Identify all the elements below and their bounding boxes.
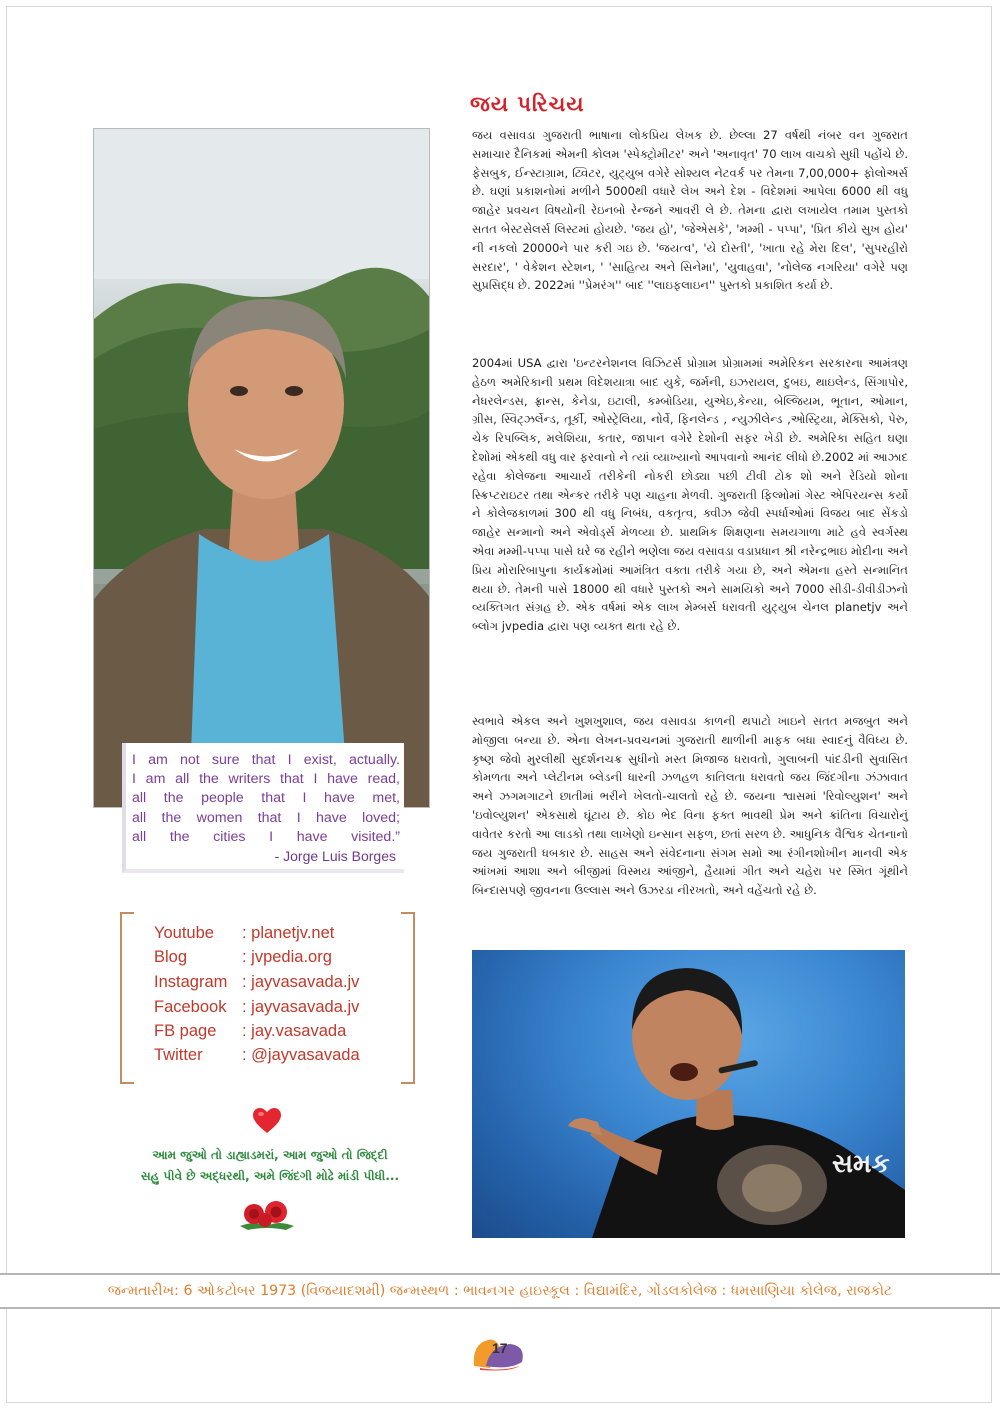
borges-quote — [122, 743, 404, 873]
quote-line: all the people that I have met, — [132, 790, 400, 807]
article-title: જય પરિચય — [470, 92, 585, 116]
link-label: Twitter — [154, 1046, 203, 1064]
page-number-badge — [470, 1336, 530, 1372]
birth-info-footer: જન્મતારીખ: 6 ઓકટોબર 1973 (વિજયાદશમી) જન્મસ્થળ : ભાવનગર હાઇસ્કૂલ : વિદ્યામંદિર, ગોંડલકોલેજ : ધમસાણિયા કોલેજ, રાજકોટ — [0, 1273, 1000, 1309]
link-value: : planetjv.net — [242, 924, 335, 942]
paragraph-intro: જય વસાવડા ગુજરાતી ભાષાના લોકપ્રિય લેખક છે. છેલ્લા 27 વર્ષથી નંબર વન ગુજરાત સમાચાર દૈનિકમાં એમની કોલમ 'સ્પેક્ટ્રોમીટર' અને 'અનાવૃત' 70 લાખ વાચકો સુધી પહોંચે છે. ફેસબુક, ઈન્સ્ટાગ્રામ, ટ્વિટર, યુટ્યુબ વગેરે સોશ્યલ નેટવર્ક પર તેમના 7,00,000+ ફોલોઅર્સ છે. ઘણાં પ્રકાશનોમાં મળીને 5000થી વધારે લેખ અને દેશ - વિદેશમાં આપેલા 6000 થી વધુ જાહેર પ્રવચન વિષયોની રેઇનબો રેન્જને આવરી લે છે. તેમના દ્વારા લખાયેલ તમામ પુસ્તકો સતત બેસ્ટસેલર્સ લિસ્ટમાં હોયછે. 'જય હો', 'જેએસકે', 'મમ્મી - પપ્પા', 'પ્રિત કીયે સુખ હોય' ની નકલો 20000ને પાર કરી ગઇ છે. 'જયત્વ', 'યે દોસ્તી', 'ખાતા રહે મેરા દિલ', 'સુપરહીરો સરદાર', ' વેકેશન સ્ટેશન, ' 'સાહિત્ય અને સિનેમા', 'યુવાહવા', 'નોલેજ નગરિયા' વગેરે પણ સુપ્રસિદ્ધ છે. 2022માં ''પ્રેમરંગ'' બાદ ''લાઇફલાઇન'' પુસ્તકો પ્રકાશિત કર્યા છે. — [472, 128, 908, 293]
link-value: : @jayvasavada — [242, 1046, 360, 1064]
quote-line: I am all the writers that I have read, — [132, 771, 400, 788]
bracket-right — [401, 912, 415, 1084]
link-blog[interactable] — [154, 948, 332, 967]
roses-icon — [236, 1196, 298, 1232]
quote-line: all the women that I have loved; — [132, 809, 400, 826]
link-label: Youtube — [154, 924, 214, 942]
link-label: Facebook — [154, 998, 227, 1016]
link-label: Instagram — [154, 973, 228, 991]
portrait-photo — [93, 128, 430, 808]
link-facebook[interactable] — [154, 998, 359, 1017]
shirt-text: સમક — [832, 1149, 890, 1179]
link-value: : jay.vasavada — [242, 1022, 347, 1040]
heart-icon — [253, 1108, 281, 1134]
quote-author: - Jorge Luis Borges — [274, 848, 396, 865]
paragraph-travel: 2004માં USA દ્વારા 'ઇન્ટરનેશનલ વિઝિટર્સ પ્રોગ્રામ પ્રોગ્રામમાં અમેરિકન સરકારના આમંત્રણ હેઠળ અમેરિકાની પ્રથમ વિદેશયાત્રા બાદ યુકે, જર્મની, ઇઝરાયલ, દુબઇ, થાઇલેન્ડ, સિંગાપોર, નેધરલેન્ડસ, ફ્રાન્સ, કેનેડા, ઇટાલી, કમ્બોડિયા, યુએઇ,કેન્યા, બેલ્જિયમ, ભૂતાન, ઓમાન, ગ્રીસ, સ્વિટ્ઝર્લેન્ડ, તૂર્કી, ઓસ્ટ્રેલિયા, નોર્વે, ફિનલેન્ડ , ન્યુઝીલેન્ડ ,ઓસ્ટ્રિયા, મેક્સિકો, પેરુ, ચેક રિપબ્લિક, મલેશિયા, કતાર, જાપાન વગેરે દેશોની સફર ખેડી છે. અમેરિકા સહિત ઘણા દેશોમાં એકથી વધુ વાર ફરવાનો ને ત્યાં વ્યાખ્યાનો આપવાનો આનંદ લીધો છે.2002 માં આઝાદ રહેવા કોલેજના આચાર્ય તરીકેની નોકરી છોડ્યા પછી ટીવી ટોક શો અને રેડિયો શોના સ્ક્રિપ્ટરાઇટર તથા એન્કર તરીકે પણ ચાહના મેળવી. ગુજરાતી ફિલ્મોમાં ગેસ્ટ એપિરયન્સ કર્યો ને કોલેજકાળમાં 300 થી વધુ નિબંધ, વકતૃત્વ, ક્વીઝ જેવી સ્પર્ધાઓમાં વિજય બાદ સેંકડો જાહેર સન્માનો અને એવોર્ડ્સ મેળવ્યા છે. પ્રાથમિક શિક્ષણના સમયગાળા માટે હવે સ્વર્ગસ્થ એવા મમ્મી-પપ્પા પાસે ઘરે જ રહીને ભણેલા જય વસાવડા વડાપ્રધાન શ્રી નરેન્દ્રભાઇ મોદીના અને પ્રિય મોરારિબાપુના કાર્યક્રમોમાં આમંત્રિત વક્તા તરીકે ગયા છે, અને એમના હસ્તે સન્માનિત થયા છે. તેમની પાસે 18000 થી વધારે પુસ્તકો અને સામયિકો અને 7000 સીડી-ડીવીડીઝનો વ્યક્તિગત સંગ્રહ છે. એક વર્ષમાં એક લાખ મેમ્બર્સ ધરાવતી યુટ્યુબ ચેનલ planetjv અને બ્લોગ jvpedia દ્વારા પણ વ્યક્ત થતા રહે છે. — [472, 356, 908, 634]
link-label: FB page — [154, 1022, 217, 1040]
speaker-photo — [472, 950, 905, 1238]
page-number: 17 — [492, 1340, 508, 1356]
link-youtube[interactable] — [154, 924, 334, 943]
link-value: : jayvasavada.jv — [242, 998, 360, 1016]
quote-line: I am not sure that I exist, actually. — [132, 752, 400, 768]
link-twitter[interactable] — [154, 1046, 360, 1065]
gujarati-verse — [110, 1145, 430, 1187]
link-value: : jvpedia.org — [242, 948, 332, 966]
verse-line-1: આમ જુઓ તો ડાહ્યાડમરાં, આમ જુઓ તો જિદ્દી — [152, 1148, 388, 1162]
link-label: Blog — [154, 948, 188, 966]
verse-line-2: સહુ પીવે છે અદ્ધરથી, અમે જિંદગી મોઢે માંડી પીધી... — [140, 1169, 400, 1183]
link-fb-page[interactable] — [154, 1022, 346, 1041]
quote-line: all the cities I have visited.” — [132, 828, 400, 845]
bracket-left — [120, 912, 134, 1084]
social-links-box — [120, 912, 415, 1082]
paragraph-nature: સ્વભાવે એકલ અને ખુશખુશાલ, જય વસાવડા કાળની થપાટો ખાઇને સતત મજબુત અને મોજીલા બન્યા છે. એના લેખન-પ્રવચનમાં ગુજરાતી થાળીની માફક બધા સ્વાદનું વૈવિધ્ય છે. કૃષ્ણ જેવો મુરલીથી સુદર્શનચક્ર સુધીનો મસ્ત મિજાજ ધરાવતો, ગુલાબની પાંદડીની સુવાસિત કોમળતા અને પ્લેટીનમ બ્લેડની ધારની ઝળહળ કાતિલતા ધરાવતો જય જિંદગીના ઝંઝાવાત અને ઝગમગાટને છાતીમાં ભરીને ખેલતો-ચાલતો રહે છે. જયના શ્વાસમાં 'રિવોલ્યુશન' અને 'ઇવોલ્યુશન' એકસાથે ઘૂંટાય છે. કોઇ ભેદ વિના ફક્ત ભાવથી પ્રેમ અને ક્રાંતિના વિચારોનું વાવેતર કરતો આ લાડકો તથા લાખેણો ઇન્સાન સફળ, છતાં સરળ છે. આધુનિક વૈશ્વિક ચેતનાનો જય ગુજરાતી ધબકાર છે. સાહસ અને સંવેદનાના સંગમ સમો આ રંગીનશોખીન માનવી એક આંખમાં આશા અને બીજીમાં વિસ્મય આંજીને, હૈયામાં ગીત અને ચહેરા પર સ્મિત ગૂંથીને બિન્દાસપણે જીવનના ઉલ્લાસ અને ઉઝરડા નીરખતો, અને વહેંચતો રહે છે. — [472, 714, 908, 898]
link-value: : jayvasavada.jv — [242, 973, 360, 991]
link-instagram[interactable] — [154, 973, 359, 992]
